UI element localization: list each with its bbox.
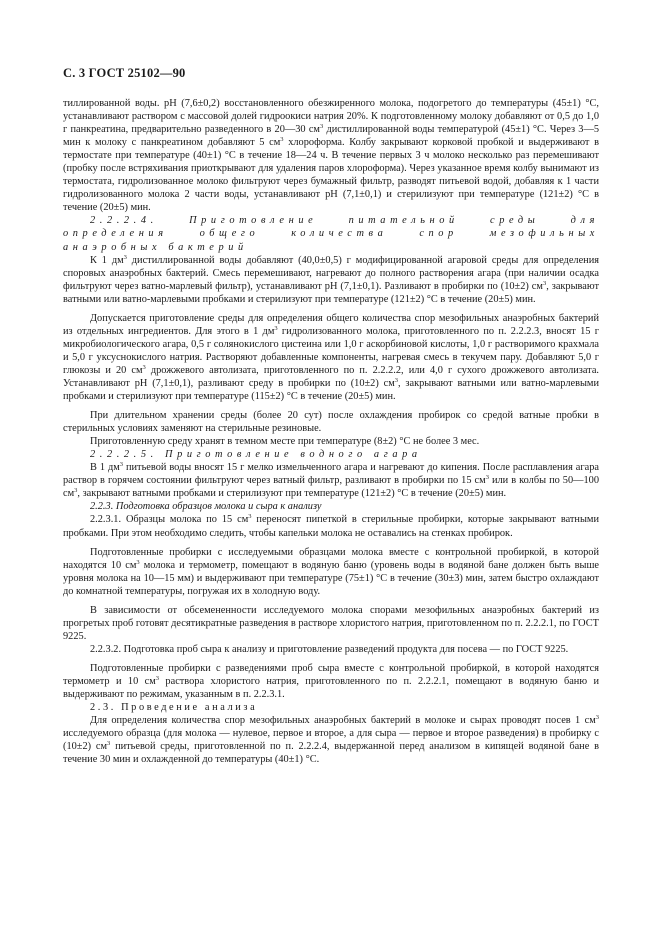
paragraph: Для определения количества спор мезофильных анаэробных бактерий в молоке и сырах проводят посев 1 $см^3$ исследуемого образца (для молока — нулевое, первое и второе, а для сыра — первое и второе разведения) в пробирку с (10±2) $см^3$ питьевой среды, приготовленной по п. 2.2.2.4, выдержанной перед анализом в кипящей водяной бане в течение 30 мин и охлажденной до температуры (40±1) °С. — [63, 714, 599, 766]
section-heading-2-2-2-4: 2.2.2.4. Приготовление питательной среды для определения общего количества спор мезофильных анаэробных бактерий — [63, 215, 599, 253]
paragraph: В 1 $дм^3$ питьевой воды вносят 15 г мелко измельченного агара и нагревают до кипения. После расплавления агара раствор в горячем состоянии фильтруют через ватный фильтр, разливают в пробирки по 15 $см^3$ или в колбы по 50—100 $см^3$, закрывают ватными пробками и стерилизуют при температуре (121±2) °С в течение (20±5) мин. — [63, 461, 600, 500]
section-heading-2-2-3: 2.2.3. Подготовка образцов молока и сыра к анализу — [90, 501, 322, 513]
section-heading-2-2-2-5: 2.2.2.5. Приготовление водного агара — [90, 449, 422, 461]
paragraph: Подготовленные пробирки с разведениями проб сыра вместе с контрольной пробиркой, в которой находятся термометр и 10 $см^3$ раствора хлористого натрия, приготовленного по п. 2.2.2.1, помещают в водяную баню и выдерживают по режимам, указанным в п. 2.2.3.1. — [63, 662, 599, 701]
paragraph: 2.2.3.2. Подготовка проб сыра к анализу и приготовление разведений продукта для посева — по ГОСТ 9225. — [90, 643, 569, 655]
paragraph: Подготовленные пробирки с исследуемыми образцами молока вместе с контрольной пробиркой, в которой находятся 10 $см^3$ молока и термометр, помещают в водяную баню (уровень воды в водяной бане должен быть выше уровня молока на 10—15 мм) и выдерживают при температуре (75±1) °С в течение (30±3) мин, затем быстро охлаждают до комнатной температуры, погружая их в холодную воду. — [63, 546, 600, 597]
paragraph: Допускается приготовление среды для определения общего количества спор мезофильных анаэробных бактерий из отдельных ингредиентов. Для этого в 1 $дм^3$ гидролизованного молока, приготовленного по п. 2.2.2.3, вносят 15 г микробиологического агара, 0,5 г солянокислого цистеина или 1,0 г аскорбиновой кислоты, 1,0 г растворимого крахмала и 5,0 г уксуснокислого натрия. Растворяют добавленные компоненты, нагревая смесь в текучем пару. Добавляют 5,0 г глюкозы и 20 $см^3$ дрожжевого автолизата, приготовленного по п. 2.2.2.2, или 4,0 г сухого дрожжевого автолизата. Устанавливают pH (7,1±0,1), разливают среду в пробирки по (10±2) $см^3$, закрывают ватными или ватно-марлевыми пробками и стерилизуют при температуре (115±2) °С в течение (20±5) мин. — [63, 312, 600, 403]
paragraph: Приготовленную среду хранят в темном месте при температуре (8±2) °С не более 3 мес. — [90, 436, 480, 448]
paragraph: тиллированной воды. pH (7,6±0,2) восстановленного обезжиренного молока, подогретого до температуры (45±1) °С, устанавливают раствором с массовой долей гидроокиси натрия 20%. К подготовленному молоку добавляют от 0,5 до 1,0 г панкреатина, предварительно разведенного в 20—30 $см^3$ дистиллированной воды температурой (45±1) °С. Через 3—5 мин к молоку с панкреатином добавляют 5 $см^3$ хлороформа. Колбу закрывают корковой пробкой и выдерживают в термостате при температуре (40±1) °С в течение 18—24 ч. В течение первых 3 ч молоко несколько раз перемешивают (пробку после встряхивания приоткрывают для удаления паров хлороформа). Через указанное время колбу вынимают из термостата, гидролизованное молоко фильтруют через бумажный фильтр, разводят питьевой водой, добавляя к 1 части гидролизованного молока 2 части воды, устанавливают pH (7,1±0,1) и стерилизуют при температуре (121±2) °С в течение (20±5) мин. — [63, 98, 599, 214]
paragraph: В зависимости от обсемененности исследуемого молока спорами мезофильных анаэробных бактерий из прогретых проб готовят десятикратные разведения в растворе хлористого натрия, приготовленном по п. 2.2.2.1, по ГОСТ 9225. — [63, 604, 599, 642]
page-header: С. 3 ГОСТ 25102—90 — [63, 66, 186, 80]
section-heading-2-3: 2.3. Проведение анализа — [90, 702, 258, 714]
paragraph: К 1 $дм^3$ дистиллированной воды добавляют (40,0±0,5) г модифицированной агаровой среды для определения споровых анаэробных бактерий. Смесь перемешивают, нагревают до полного растворения агара (при наличии осадка фильтруют через ватно-марлевый фильтр), устанавливают pH (7,1±0,1). Разливают в пробирки по (10±2) $см^3$, закрывают ватными или ватно-марлевыми пробками и стерилизуют при температуре (121±2) °С в течение (20±5) мин. — [63, 253, 600, 305]
paragraph: При длительном хранении среды (более 20 сут) после охлаждения пробирок со средой ватные пробки в стерильных условиях заменяют на стерильные резиновые. — [63, 410, 599, 435]
document-body — [63, 97, 599, 766]
paragraph: 2.2.3.1. Образцы молока по 15 $см^3$ переносят пипеткой в стерильные пробирки, которые закрывают ватными пробками. При этом необходимо следить, чтобы капельки молока не оставались на стенках пробирок. — [63, 513, 599, 539]
